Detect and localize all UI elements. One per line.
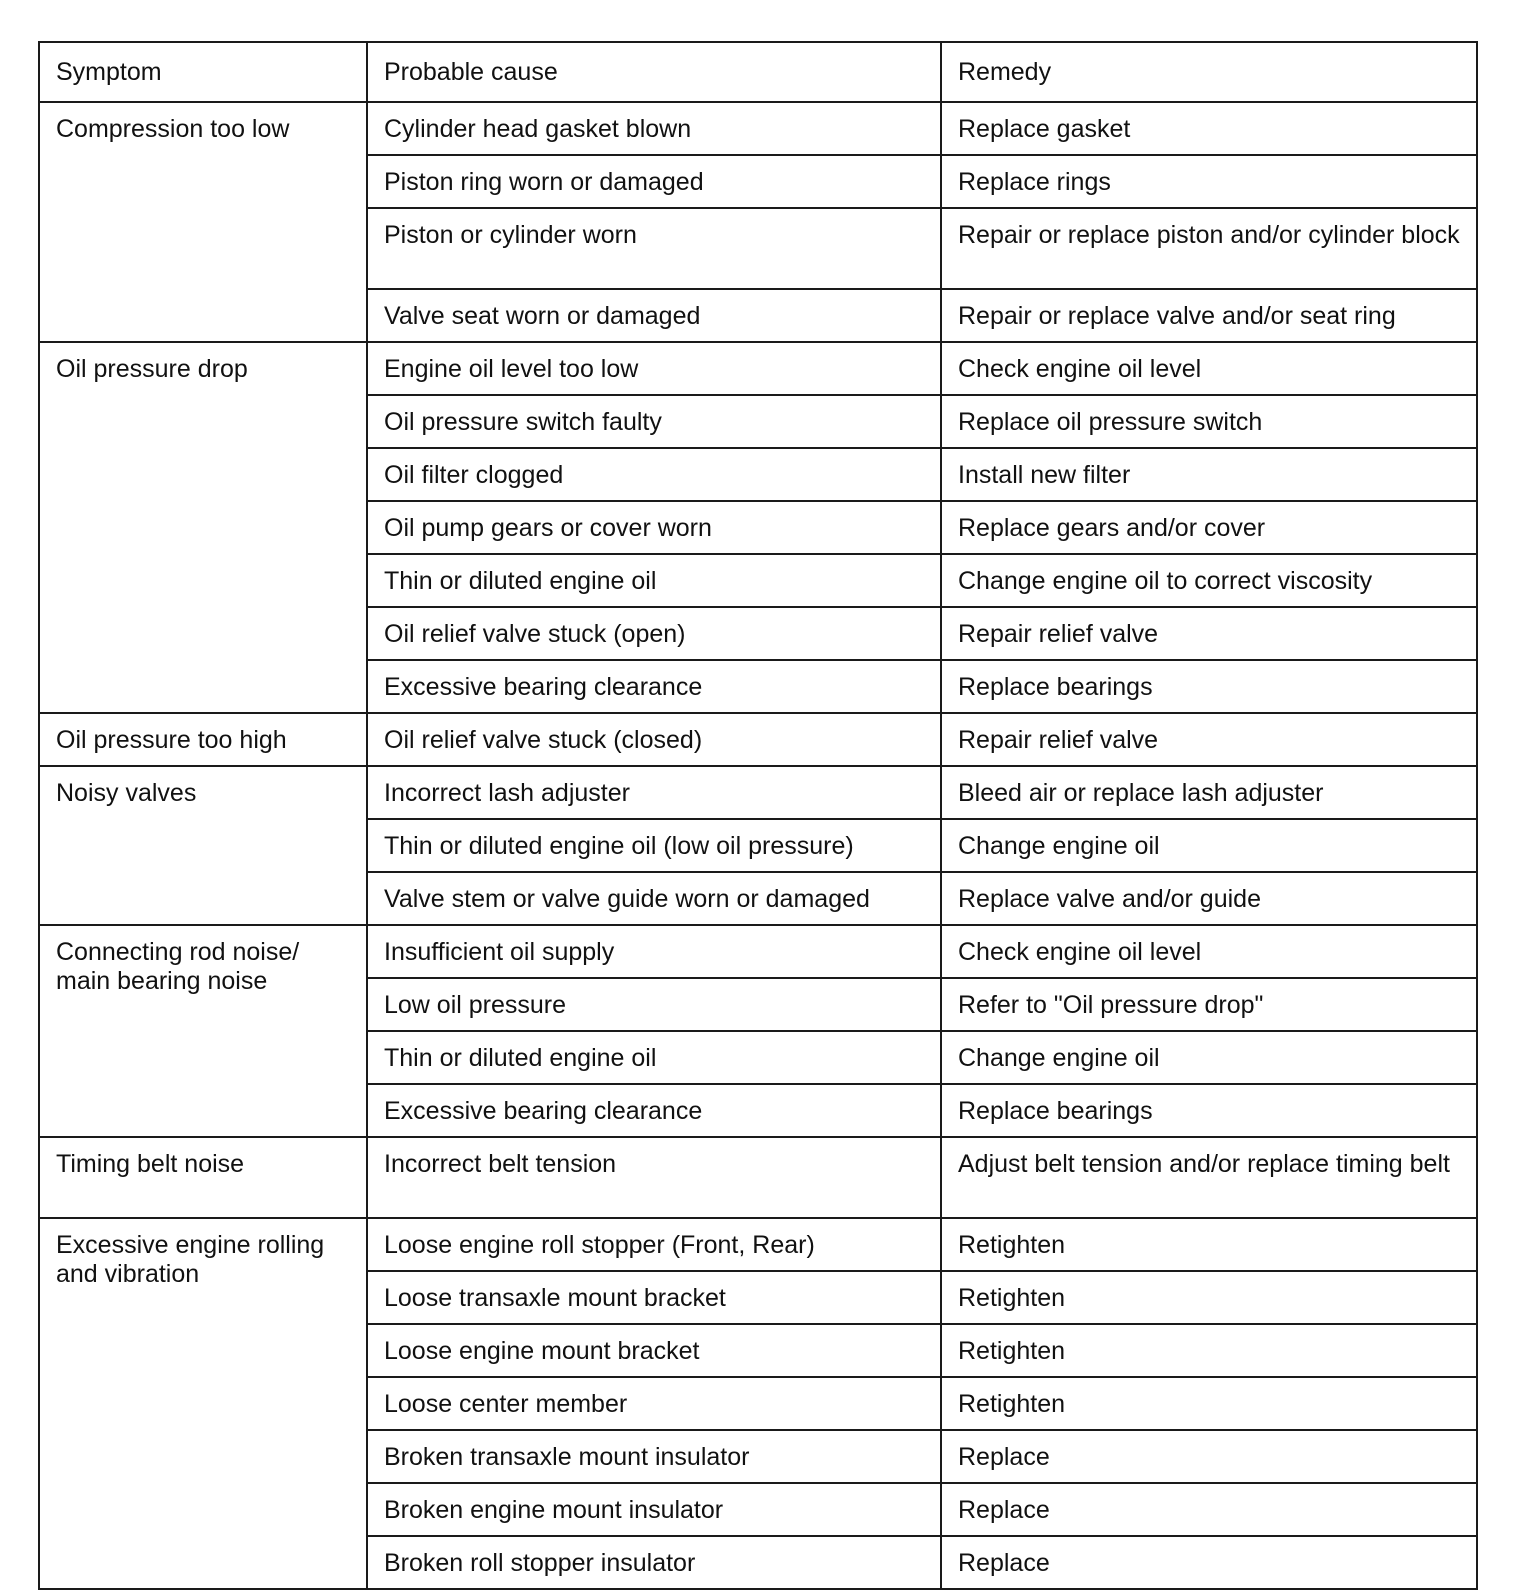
cause-cell: Insufficient oil supply <box>367 925 941 978</box>
header-remedy: Remedy <box>941 42 1477 102</box>
symptom-cell: Connecting rod noise/ main bearing noise <box>39 925 367 1137</box>
cause-cell: Low oil pressure <box>367 978 941 1031</box>
cause-cell: Valve seat worn or damaged <box>367 289 941 342</box>
symptom-cell: Noisy valves <box>39 766 367 925</box>
cause-cell: Incorrect belt tension <box>367 1137 941 1218</box>
table-row <box>39 713 1477 766</box>
cause-cell: Incorrect lash adjuster <box>367 766 941 819</box>
remedy-cell: Change engine oil <box>941 1031 1477 1084</box>
cause-cell: Oil pump gears or cover worn <box>367 501 941 554</box>
remedy-cell: Retighten <box>941 1377 1477 1430</box>
cause-cell: Oil relief valve stuck (closed) <box>367 713 941 766</box>
symptom-cell: Oil pressure too high <box>39 713 367 766</box>
cause-cell: Oil filter clogged <box>367 448 941 501</box>
remedy-cell: Repair or replace piston and/or cylinder block <box>941 208 1477 289</box>
cause-cell: Broken transaxle mount insulator <box>367 1430 941 1483</box>
cause-cell: Piston or cylinder worn <box>367 208 941 289</box>
remedy-cell: Bleed air or replace lash adjuster <box>941 766 1477 819</box>
table-row <box>39 1218 1477 1271</box>
cause-cell: Thin or diluted engine oil (low oil pressure) <box>367 819 941 872</box>
troubleshooting-table <box>38 41 1478 1590</box>
remedy-cell: Retighten <box>941 1271 1477 1324</box>
cause-cell: Broken roll stopper insulator <box>367 1536 941 1589</box>
symptom-cell: Timing belt noise <box>39 1137 367 1218</box>
remedy-cell: Replace <box>941 1536 1477 1589</box>
remedy-cell: Change engine oil <box>941 819 1477 872</box>
table-row <box>39 342 1477 395</box>
remedy-cell: Replace <box>941 1430 1477 1483</box>
cause-cell: Thin or diluted engine oil <box>367 1031 941 1084</box>
remedy-cell: Change engine oil to correct viscosity <box>941 554 1477 607</box>
remedy-cell: Check engine oil level <box>941 342 1477 395</box>
cause-cell: Valve stem or valve guide worn or damaged <box>367 872 941 925</box>
cause-cell: Excessive bearing clearance <box>367 660 941 713</box>
remedy-cell: Adjust belt tension and/or replace timing belt <box>941 1137 1477 1218</box>
table-row <box>39 766 1477 819</box>
remedy-cell: Replace valve and/or guide <box>941 872 1477 925</box>
cause-cell: Excessive bearing clearance <box>367 1084 941 1137</box>
table-row <box>39 1137 1477 1218</box>
cause-cell: Broken engine mount insulator <box>367 1483 941 1536</box>
table-body <box>39 102 1477 1589</box>
cause-cell: Oil pressure switch faulty <box>367 395 941 448</box>
header-probable-cause: Probable cause <box>367 42 941 102</box>
remedy-cell: Refer to "Oil pressure drop" <box>941 978 1477 1031</box>
table-header-row <box>39 42 1477 102</box>
remedy-cell: Replace rings <box>941 155 1477 208</box>
remedy-cell: Check engine oil level <box>941 925 1477 978</box>
remedy-cell: Repair relief valve <box>941 607 1477 660</box>
cause-cell: Thin or diluted engine oil <box>367 554 941 607</box>
remedy-cell: Replace gears and/or cover <box>941 501 1477 554</box>
remedy-cell: Replace bearings <box>941 1084 1477 1137</box>
cause-cell: Cylinder head gasket blown <box>367 102 941 155</box>
remedy-cell: Repair or replace valve and/or seat ring <box>941 289 1477 342</box>
remedy-cell: Replace oil pressure switch <box>941 395 1477 448</box>
troubleshooting-table-container <box>38 41 1476 1590</box>
remedy-cell: Replace <box>941 1483 1477 1536</box>
remedy-cell: Repair relief valve <box>941 713 1477 766</box>
remedy-cell: Replace gasket <box>941 102 1477 155</box>
cause-cell: Loose engine mount bracket <box>367 1324 941 1377</box>
symptom-cell: Compression too low <box>39 102 367 342</box>
symptom-cell: Oil pressure drop <box>39 342 367 713</box>
remedy-cell: Replace bearings <box>941 660 1477 713</box>
table-row <box>39 925 1477 978</box>
remedy-cell: Retighten <box>941 1218 1477 1271</box>
cause-cell: Loose center member <box>367 1377 941 1430</box>
cause-cell: Loose transaxle mount bracket <box>367 1271 941 1324</box>
symptom-cell: Excessive engine rolling and vibration <box>39 1218 367 1589</box>
remedy-cell: Install new filter <box>941 448 1477 501</box>
cause-cell: Engine oil level too low <box>367 342 941 395</box>
cause-cell: Oil relief valve stuck (open) <box>367 607 941 660</box>
header-symptom: Symptom <box>39 42 367 102</box>
cause-cell: Piston ring worn or damaged <box>367 155 941 208</box>
remedy-cell: Retighten <box>941 1324 1477 1377</box>
table-row <box>39 102 1477 155</box>
cause-cell: Loose engine roll stopper (Front, Rear) <box>367 1218 941 1271</box>
